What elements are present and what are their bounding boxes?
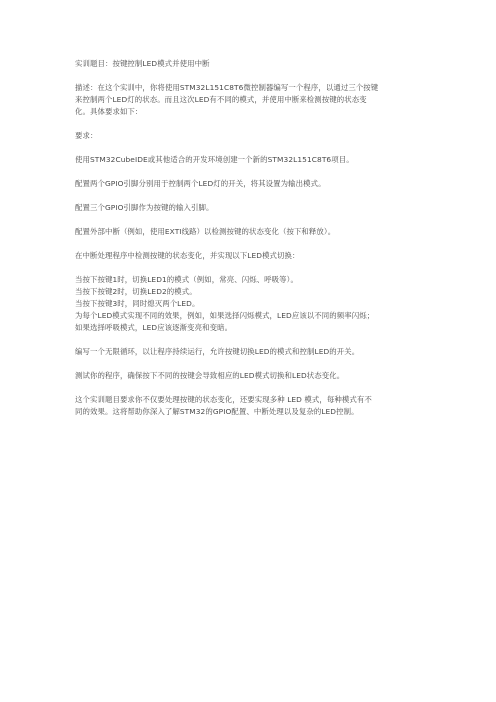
description-line: 化。具体要求如下： — [75, 107, 143, 116]
requirement-item: 测试你的程序，确保按下不同的按键会导致相应的LED模式切换和LED状态变化。 — [75, 371, 345, 380]
document-page — [75, 58, 420, 418]
summary-line: 这个实训题目要求你不仅要处理按键的状态变化，还要实现多种 LED 模式，每种模式有不 — [75, 395, 372, 404]
requirements-heading: 要求： — [75, 131, 98, 140]
description-line: 描述：在这个实训中，你将使用STM32L151C8T6微控制器编写一个程序，以通过三个按键 — [75, 83, 379, 92]
requirement-item: 配置两个GPIO引脚分别用于控制两个LED灯的开关，将其设置为输出模式。 — [75, 179, 326, 188]
requirement-item: 配置外部中断（例如，使用EXTI线路）以检测按键的状态变化（按下和释放）。 — [75, 227, 336, 236]
description-paragraph — [75, 82, 420, 118]
mode-item: 为每个LED模式实现不同的效果，例如，如果选择闪烁模式，LED应该以不同的频率闪烁； — [75, 311, 375, 320]
description-line: 来控制两个LED灯的状态。而且这次LED有不同的模式，并使用中断来检测按键的状态变 — [75, 95, 367, 104]
doc-title: 实训题目：按键控制LED模式并使用中断 — [75, 59, 210, 68]
mode-list — [75, 274, 420, 334]
summary-line: 同的效果。这将帮助你深入了解STM32的GPIO配置、中断处理以及复杂的LED控制。 — [75, 407, 359, 416]
mode-item: 当按下按键2时，切换LED2的模式。 — [75, 287, 197, 296]
requirement-item: 编写一个无限循环，以让程序持续运行，允许按键切换LED的模式和控制LED的开关。 — [75, 347, 360, 356]
requirement-item: 配置三个GPIO引脚作为按键的输入引脚。 — [75, 203, 214, 212]
mode-item: 当按下按键3时，同时熄灭两个LED。 — [75, 299, 200, 308]
summary-paragraph — [75, 394, 420, 418]
mode-item: 如果选择呼吸模式，LED应该逐渐变亮和变暗。 — [75, 323, 233, 332]
requirement-item: 在中断处理程序中检测按键的状态变化，并实现以下LED模式切换： — [75, 251, 300, 260]
requirement-item: 使用STM32CubeIDE或其他适合的开发环境创建一个新的STM32L151C8T6项目。 — [75, 155, 354, 164]
mode-item: 当按下按键1时，切换LED1的模式（例如，常亮、闪烁、呼吸等）。 — [75, 275, 298, 284]
